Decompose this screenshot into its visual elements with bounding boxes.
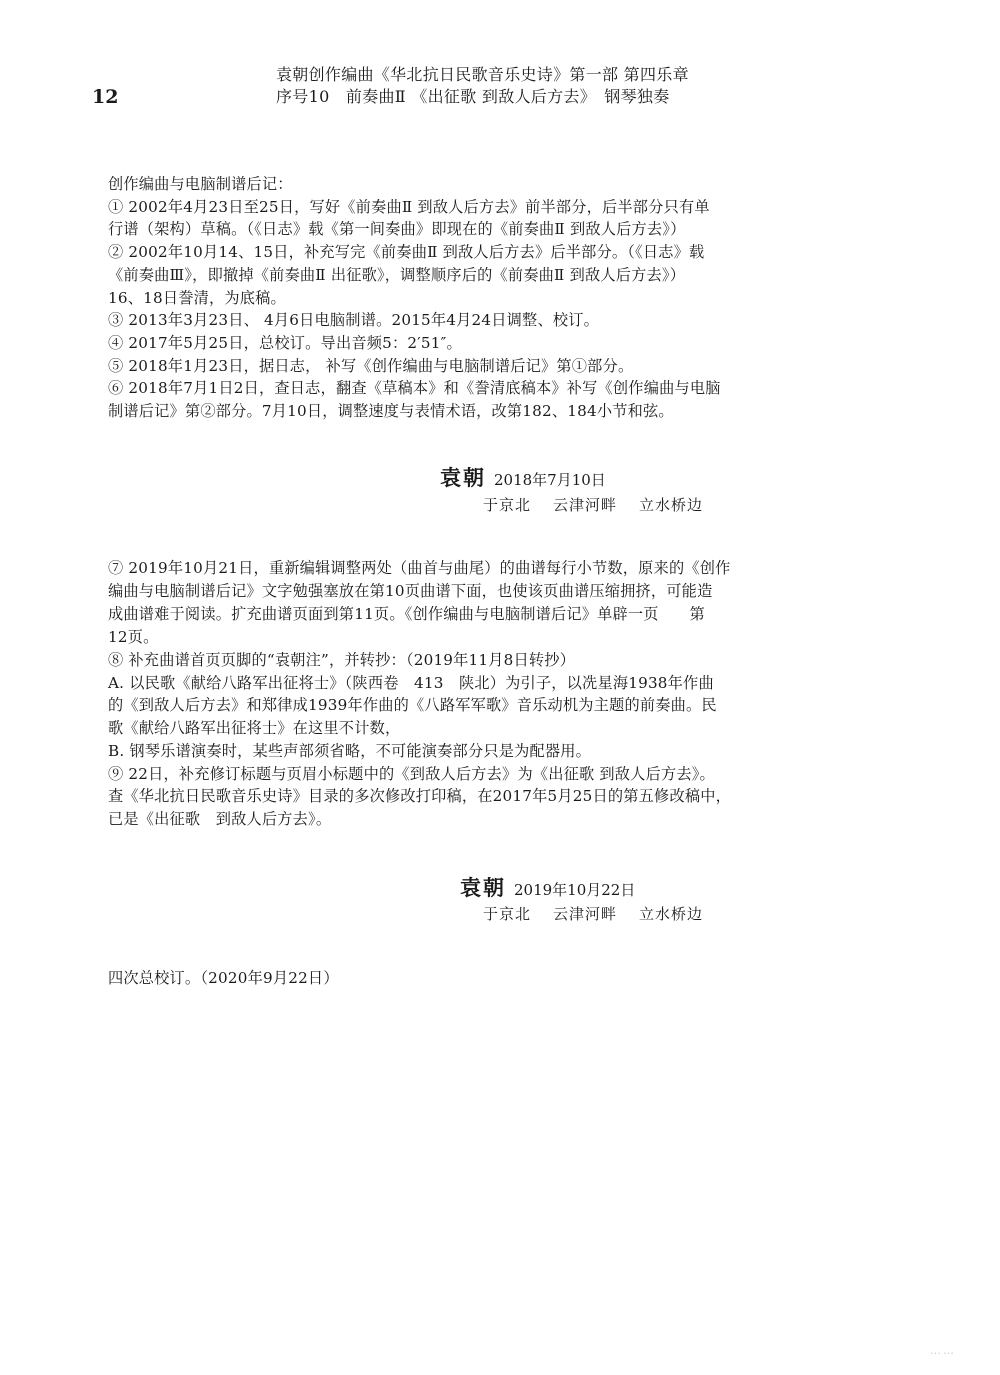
signature-1-place <box>483 494 725 515</box>
place-part: 立水桥边 <box>639 905 704 923</box>
note-line: 歌《献给八路军出征将士》在这里不计数， <box>108 719 401 737</box>
note-line: A. 以民歌《献给八路军出征将士》（陕西卷 413 陕北）为引子，以冼星海1938年作曲 <box>108 674 714 692</box>
note-line: ② 2002年10月14、15日，补充写完《前奏曲Ⅱ 到敌人后方去》后半部分。（《日志》载 <box>108 243 705 261</box>
signature-name: 袁朝 <box>440 465 486 490</box>
signature-2 <box>460 872 635 902</box>
signature-date: 2018年7月10日 <box>494 471 606 489</box>
place-part: 于京北 <box>483 496 532 514</box>
note-line: 的《到敌人后方去》和郑律成1939年作曲的《八路军军歌》音乐动机为主题的前奏曲。民 <box>108 696 717 714</box>
header-title-line2: 序号10 前奏曲Ⅱ 《出征歌 到敌人后方去》 钢琴独奏 <box>276 87 670 106</box>
watermark: …… <box>930 1344 956 1357</box>
note-line: 16、18日誊清，为底稿。 <box>108 289 286 307</box>
note-line: 成曲谱难于阅读。扩充曲谱页面到第11页。《创作编曲与电脑制谱后记》单辟一页 第 <box>108 605 705 623</box>
signature-2-place <box>483 903 725 924</box>
note-line: ⑥ 2018年7月1日2日，查日志，翻查《草稿本》和《誊清底稿本》补写《创作编曲与电脑 <box>108 379 721 397</box>
note-line: B. 钢琴乐谱演奏时，某些声部须省略，不可能演奏部分只是为配器用。 <box>108 742 592 760</box>
signature-date: 2019年10月22日 <box>514 881 636 899</box>
note-line: ⑧ 补充曲谱首页页脚的“袁朝注”，并转抄：（2019年11月8日转抄） <box>108 651 576 669</box>
note-line: 编曲与电脑制谱后记》文字勉强塞放在第10页曲谱下面，也使该页曲谱压缩拥挤，可能造 <box>108 582 713 600</box>
page-number: 12 <box>92 86 119 108</box>
note-line: ⑨ 22日，补充修订标题与页眉小标题中的《到敌人后方去》为《出征歌 到敌人后方去》。 <box>108 765 715 783</box>
note-line: 行谱（架构）草稿。（《日志》载《第一间奏曲》即现在的《前奏曲Ⅱ 到敌人后方去》） <box>108 220 686 238</box>
note-line: ⑦ 2019年10月21日，重新编辑调整两处（曲首与曲尾）的曲谱每行小节数，原来的《创作 <box>108 559 731 577</box>
place-part: 云津河畔 <box>553 905 618 923</box>
note-line: 制谱后记》第②部分。7月10日，调整速度与表情术语，改第182、184小节和弦。 <box>108 402 674 420</box>
final-note: 四次总校订。（2020年9月22日） <box>108 969 339 987</box>
header-title-line1: 袁朝创作编曲《华北抗日民歌音乐史诗》第一部 第四乐章 <box>276 65 689 84</box>
note-line: 已是《出征歌 到敌人后方去》。 <box>108 810 332 828</box>
place-part: 云津河畔 <box>553 496 618 514</box>
note-line: 12页。 <box>108 628 159 646</box>
note-line: ① 2002年4月23日至25日，写好《前奏曲Ⅱ 到敌人后方去》前半部分，后半部分只有单 <box>108 198 710 216</box>
note-line: 查《华北抗日民歌音乐史诗》目录的多次修改打印稿，在2017年5月25日的第五修改稿中， <box>108 787 731 805</box>
note-line: ⑤ 2018年1月23日，据日志， 补写《创作编曲与电脑制谱后记》第①部分。 <box>108 357 634 375</box>
notes-heading: 创作编曲与电脑制谱后记： <box>108 175 293 193</box>
place-part: 于京北 <box>483 905 532 923</box>
note-line: ④ 2017年5月25日，总校订。导出音频5：2′51″。 <box>108 334 462 352</box>
note-line: 《前奏曲Ⅲ》，即撤掉《前奏曲Ⅱ 出征歌》，调整顺序后的《前奏曲Ⅱ 到敌人后方去》） <box>108 266 686 284</box>
note-line: ③ 2013年3月23日、 4月6日电脑制谱。2015年4月24日调整、校订。 <box>108 311 599 329</box>
signature-1 <box>440 462 606 492</box>
signature-name: 袁朝 <box>460 875 506 900</box>
place-part: 立水桥边 <box>639 496 704 514</box>
